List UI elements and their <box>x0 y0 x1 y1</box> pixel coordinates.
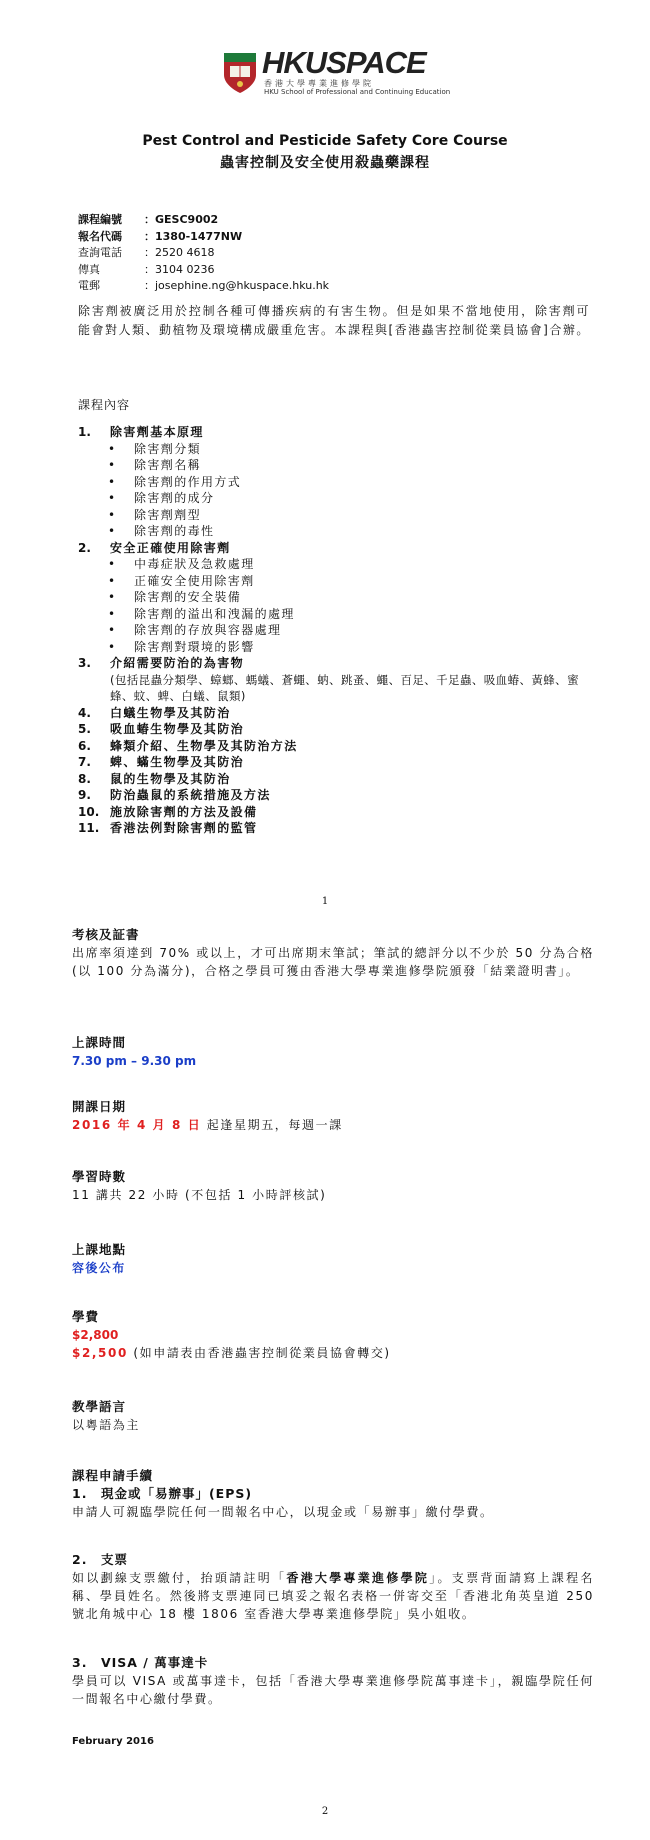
course-info <box>78 212 329 295</box>
outline-section <box>78 787 598 804</box>
assessment-heading: 考核及証書 <box>72 927 140 942</box>
info-label: 報名代碼 <box>78 229 122 243</box>
outline-section <box>78 705 598 722</box>
crest-icon <box>222 51 258 95</box>
section-number: 11. <box>78 821 100 835</box>
payment-method-card: 3. VISA / 萬事達卡 <box>72 1655 209 1670</box>
course-code-row: 課程編號 ： GESC9002 <box>78 212 329 229</box>
section-number: 9. <box>78 788 91 802</box>
language-section <box>72 1398 594 1434</box>
logo-chinese-name: 香港大學專業進修學院 <box>264 79 374 88</box>
outline-section <box>78 424 598 441</box>
outline-section <box>78 820 598 837</box>
bullet-text: 除害劑的溢出和洩漏的處理 <box>134 606 295 621</box>
application-heading: 課程申請手續 <box>72 1468 154 1483</box>
section-number: 10. <box>78 804 100 819</box>
bullet-icon: • <box>108 590 117 604</box>
info-label: 課程編號 <box>78 213 122 226</box>
bullet-text: 除害劑的毒性 <box>134 524 215 538</box>
bullet-text: 除害劑的安全裝備 <box>134 590 242 604</box>
bullet-text: 正確安全使用除害劑 <box>134 573 255 588</box>
outline-section <box>78 540 598 557</box>
hours-value: 11 講共 22 小時 (不包括 1 小時評核試) <box>72 1188 327 1202</box>
phone-row: 查詢電話 ： 2520 4618 <box>78 245 329 262</box>
bullet-text: 除害劑名稱 <box>134 458 202 472</box>
title-zh: 蟲害控制及安全使用殺蟲藥課程 <box>220 155 430 171</box>
payment-cheque-text: 如以劃線支票繳付，抬頭請註明「香港大學專業進修學院」。支票背面請寫上課程名稱、學員姓名。然後將支票連同已填妥之報名表格一併寄交至「香港北角英皇道 250 號北角城中心 18 樓 1806 室香港大學專業進修學院」吳小姐收。 <box>72 1571 594 1621</box>
hkuspace-logo <box>222 45 462 97</box>
bullet-icon: • <box>108 623 117 637</box>
fee-discount-price: $2,500 <box>72 1346 128 1360</box>
bullet-icon: • <box>108 639 117 654</box>
venue-heading: 上課地點 <box>72 1242 127 1257</box>
document-date: February 2016 <box>72 1736 154 1747</box>
section-number: 1. <box>78 425 91 439</box>
outline-bullet <box>78 523 598 540</box>
outline-heading: 課程內容 <box>78 398 131 412</box>
venue-value: 容後公布 <box>72 1261 126 1275</box>
class-time-heading: 上課時間 <box>72 1035 127 1050</box>
language-value: 以粵語為主 <box>72 1418 141 1432</box>
section-number: 5. <box>78 722 91 736</box>
fee-price: $2,800 <box>72 1328 119 1342</box>
section-number: 3. <box>78 656 91 670</box>
bullet-text: 除害劑的存放與容器處理 <box>134 623 282 637</box>
outline-section <box>78 754 598 771</box>
venue-section <box>72 1241 594 1277</box>
title-en: Pest Control and Pesticide Safety Core Course <box>142 133 508 149</box>
class-time-value: 7.30 pm – 9.30 pm <box>72 1054 197 1068</box>
language-heading: 教學語言 <box>72 1399 127 1414</box>
info-value: 3104 0236 <box>155 262 215 276</box>
bullet-icon: • <box>108 458 117 472</box>
intro-paragraph: 除害劑被廣泛用於控制各種可傳播疾病的有害生物。但是如果不當地使用，除害劑可能會對人類、動植物及環境構成嚴重危害。本課程與[香港蟲害控制從業員協會]合辦。 <box>78 304 590 337</box>
fee-discount-note: (如申請表由香港蟲害控制從業員協會轉交) <box>127 1346 391 1360</box>
section-title: 吸血蝽生物學及其防治 <box>110 722 245 736</box>
outline-bullet <box>78 490 598 507</box>
bullet-text: 除害劑對環境的影響 <box>134 639 255 654</box>
email-row: 電郵 ： josephine.ng@hkuspace.hku.hk <box>78 278 329 295</box>
bullet-icon: • <box>108 557 117 571</box>
outline-section <box>78 721 598 738</box>
bullet-icon: • <box>108 524 117 538</box>
outline-bullet <box>78 441 598 458</box>
enrol-code-row: 報名代碼 ： 1380-1477NW <box>78 229 329 246</box>
outline-bullet <box>78 606 598 623</box>
bullet-text: 除害劑的成分 <box>134 491 215 505</box>
bullet-icon: • <box>108 491 117 505</box>
info-value: 1380-1477NW <box>155 229 243 243</box>
bullet-icon: • <box>108 441 117 456</box>
course-outline <box>78 424 598 837</box>
info-label: 查詢電話 <box>78 246 122 259</box>
start-date-value: 2016 年 4 月 8 日 <box>72 1118 202 1132</box>
outline-bullet <box>78 507 598 524</box>
section-title: 蜱、蟎生物學及其防治 <box>110 755 245 769</box>
start-date-heading: 開課日期 <box>72 1099 127 1114</box>
assessment-text: 出席率須達到 70% 或以上，才可出席期末筆試；筆試的總評分以不少於 50 分為合格 (以 100 分為滿分)，合格之學員可獲由香港大學專業進修學院頒發「結業證明書」。 <box>72 946 594 978</box>
outline-section <box>78 804 598 821</box>
payment-card-text: 學員可以 VISA 或萬事達卡，包括「香港大學專業進修學院萬事達卡」，親臨學院任何一間報名中心繳付學費。 <box>72 1674 594 1706</box>
fee-section <box>72 1308 594 1362</box>
section-title: 防治蟲鼠的系統措施及方法 <box>110 788 271 802</box>
section-title: 安全正確使用除害劑 <box>110 540 231 555</box>
application-section <box>72 1467 594 1521</box>
section-number: 8. <box>78 771 91 786</box>
fee-heading: 學費 <box>72 1309 100 1324</box>
section-title: 白蟻生物學及其防治 <box>110 705 231 720</box>
bullet-text: 中毒症狀及急救處理 <box>134 557 255 571</box>
bullet-icon: • <box>108 474 117 489</box>
info-label: 傳真 <box>78 262 100 276</box>
outline-section <box>78 738 598 755</box>
outline-section <box>78 655 598 672</box>
outline-bullet <box>78 589 598 606</box>
logo-english-name: HKU School of Professional and Continuing Education <box>264 88 451 96</box>
outline-bullet <box>78 457 598 474</box>
hours-heading: 學習時數 <box>72 1169 127 1184</box>
section-title: 介紹需要防治的為害物 <box>110 656 245 670</box>
bullet-text: 除害劑劑型 <box>134 507 202 522</box>
outline-bullet <box>78 639 598 656</box>
section-title: 除害劑基本原理 <box>110 425 204 439</box>
start-date-schedule: 起逢星期五，每週一課 <box>201 1118 343 1132</box>
fax-row: 傳真 ： 3104 0236 <box>78 262 329 279</box>
class-time-section <box>72 1034 594 1070</box>
bullet-icon: • <box>108 573 117 588</box>
payment-method-cheque: 2. 支票 <box>72 1552 128 1567</box>
payment-method-cash: 1. 現金或「易辦事」(EPS) <box>72 1486 253 1501</box>
info-value: 2520 4618 <box>155 246 215 259</box>
section-title: 施放除害劑的方法及設備 <box>110 804 258 819</box>
outline-bullet <box>78 474 598 491</box>
info-label: 電郵 <box>78 279 100 292</box>
bullet-text: 除害劑的作用方式 <box>134 474 242 489</box>
section-note: (包括昆蟲分類學、蟑螂、螞蟻、蒼蠅、蚋、跳蚤、蠅、百足、千足蟲、吸血蝽、黃蜂、蜜蜂、蚊、蜱、白蟻、鼠類) <box>110 672 579 703</box>
hours-section <box>72 1168 594 1204</box>
section-number: 4. <box>78 705 91 720</box>
start-date-section <box>72 1098 594 1134</box>
section-title: 香港法例對除害劑的監管 <box>110 821 258 835</box>
email-link[interactable]: josephine.ng@hkuspace.hku.hk <box>155 279 330 292</box>
bullet-icon: • <box>108 507 117 522</box>
bullet-text: 除害劑分類 <box>134 441 202 456</box>
outline-bullet <box>78 573 598 590</box>
section-number: 6. <box>78 738 91 753</box>
assessment-section <box>72 926 594 980</box>
bullet-icon: • <box>108 606 117 621</box>
outline-bullet <box>78 556 598 573</box>
info-value: GESC9002 <box>155 213 219 226</box>
page-number: 1 <box>321 896 329 907</box>
payment-cash-text: 申請人可親臨學院任何一間報名中心，以現金或「易辦事」繳付學費。 <box>72 1505 494 1519</box>
logo-wordmark: HKUSPACE <box>262 45 426 80</box>
cheque-section <box>72 1551 594 1623</box>
section-title: 蜂類介紹、生物學及其防治方法 <box>110 738 298 753</box>
section-title: 鼠的生物學及其防治 <box>110 771 231 786</box>
card-section <box>72 1654 594 1708</box>
outline-section <box>78 771 598 788</box>
section-number: 2. <box>78 540 91 555</box>
outline-bullet <box>78 622 598 639</box>
section-number: 7. <box>78 755 91 769</box>
page-number: 2 <box>321 1806 329 1817</box>
